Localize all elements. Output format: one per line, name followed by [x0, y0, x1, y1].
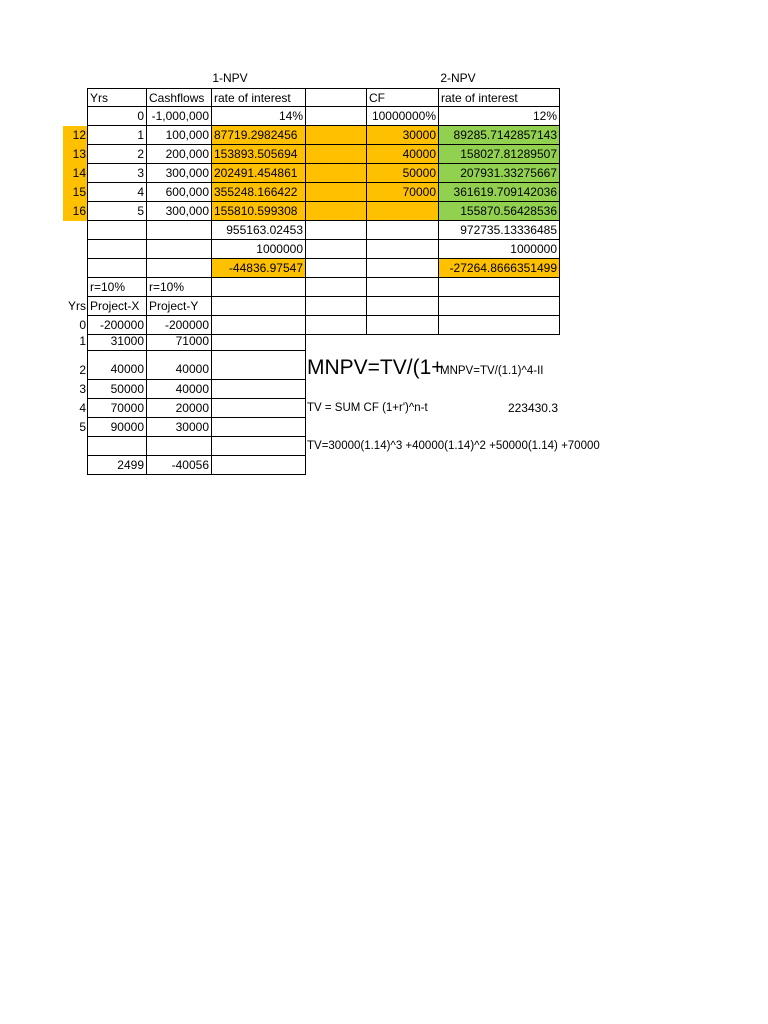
pv-cell[interactable]: 153893.505694 [211, 145, 306, 164]
blank-cell[interactable] [146, 437, 212, 456]
year-label[interactable]: 4 [79, 401, 86, 415]
project-y-cell[interactable]: 20000 [146, 399, 212, 418]
project-y-npv-cell[interactable]: -40056 [146, 456, 212, 475]
blank-cell[interactable] [146, 240, 212, 259]
blank-cell[interactable] [146, 259, 212, 278]
project-x-cell[interactable]: 50000 [87, 380, 147, 399]
project-x-npv-cell[interactable]: 2499 [87, 456, 147, 475]
blank-cell[interactable] [211, 437, 306, 456]
cashflow-cell[interactable]: 200,000 [146, 145, 212, 164]
project-y-cell[interactable]: 40000 [146, 380, 212, 399]
mnpv-formula-small[interactable]: MNPV=TV/(1.1)^4-II [440, 365, 544, 377]
investment-cell[interactable]: 1000000 [211, 240, 306, 259]
project-x-cell[interactable]: 31000 [87, 332, 147, 351]
year-cell[interactable]: 0 [87, 107, 147, 126]
highlighted-blank-cell[interactable] [305, 183, 367, 202]
year-cell[interactable]: 1 [87, 126, 147, 145]
blank-cell[interactable] [438, 316, 560, 335]
project-x-cell[interactable]: 40000 [87, 351, 147, 380]
blank-cell[interactable] [366, 259, 439, 278]
project-y-cell[interactable]: 40000 [146, 351, 212, 380]
blank-cell[interactable] [305, 259, 367, 278]
blank-cell[interactable] [211, 456, 306, 475]
blank-cell[interactable] [305, 107, 367, 126]
blank-cell[interactable] [211, 380, 306, 399]
npv2-result-cell[interactable]: -27264.8666351499 [438, 259, 560, 278]
cashflow-cell[interactable]: 300,000 [146, 202, 212, 221]
project-y-header[interactable]: Project-Y [146, 297, 212, 316]
blank-cell[interactable] [211, 399, 306, 418]
blank-cell[interactable] [211, 297, 306, 316]
blank-cell[interactable] [87, 259, 147, 278]
pv-cell[interactable]: 355248.166422 [211, 183, 306, 202]
year-label[interactable]: 0 [79, 318, 86, 332]
pv-sum-cell[interactable]: 955163.02453 [211, 221, 306, 240]
blank-cell[interactable] [211, 351, 306, 380]
year-label[interactable]: 2 [79, 363, 86, 377]
investment2-cell[interactable]: 1000000 [438, 240, 560, 259]
cf2-cell[interactable]: 50000 [366, 164, 439, 183]
blank-cell[interactable] [305, 297, 367, 316]
pv-cell[interactable]: 155810.599308 [211, 202, 306, 221]
blank-cell[interactable] [305, 240, 367, 259]
row-index-cell[interactable]: 14 [63, 164, 88, 183]
cashflow-cell[interactable]: 300,000 [146, 164, 212, 183]
initial-cashflow-cell[interactable]: -1,000,000 [146, 107, 212, 126]
project-y-rate-cell[interactable]: r=10% [146, 278, 212, 297]
year-cell[interactable]: 5 [87, 202, 147, 221]
project-x-cell[interactable]: 90000 [87, 418, 147, 437]
tv-sum-formula[interactable]: TV = SUM CF (1+r')^n-t [307, 402, 428, 414]
project-x-cell[interactable]: 70000 [87, 399, 147, 418]
blank-cell[interactable] [305, 316, 367, 335]
cashflow-cell[interactable]: 600,000 [146, 183, 212, 202]
blank-cell[interactable] [366, 240, 439, 259]
blank-cell[interactable] [87, 221, 147, 240]
year-label[interactable]: 3 [79, 382, 86, 396]
rate-cell[interactable]: 14% [211, 107, 306, 126]
year-cell[interactable]: 3 [87, 164, 147, 183]
row-index-cell[interactable]: 12 [63, 126, 88, 145]
highlighted-blank-cell[interactable] [305, 126, 367, 145]
blank-cell[interactable] [366, 316, 439, 335]
blank-cell[interactable] [87, 437, 147, 456]
project-x-cell[interactable]: -200000 [87, 316, 147, 335]
project-x-header[interactable]: Project-X [87, 297, 147, 316]
cf-header[interactable]: CF [366, 88, 439, 107]
highlighted-blank-cell[interactable] [305, 164, 367, 183]
pv2-cell[interactable]: 207931.33275667 [438, 164, 560, 183]
pv2-sum-cell[interactable]: 972735.13336485 [438, 221, 560, 240]
pv-cell[interactable]: 202491.454861 [211, 164, 306, 183]
cf2-rate-cell[interactable]: 10000000% [366, 107, 439, 126]
cashflows-header[interactable]: Cashflows [146, 88, 212, 107]
blank-cell[interactable] [211, 278, 306, 297]
cf2-cell[interactable]: 30000 [366, 126, 439, 145]
npv1-result-cell[interactable]: -44836.97547 [211, 259, 306, 278]
pv2-cell[interactable]: 89285.7142857143 [438, 126, 560, 145]
highlighted-blank-cell[interactable] [305, 145, 367, 164]
rate2-cell[interactable]: 12% [438, 107, 560, 126]
year-label[interactable]: 5 [79, 420, 86, 434]
year-label[interactable]: 1 [79, 334, 86, 348]
year-cell[interactable]: 4 [87, 183, 147, 202]
cf2-cell[interactable]: 40000 [366, 145, 439, 164]
tv-value-cell[interactable]: 223430.3 [507, 401, 558, 415]
pv-cell[interactable]: 87719.2982456 [211, 126, 306, 145]
project-y-cell[interactable]: -200000 [146, 316, 212, 335]
blank-cell[interactable] [438, 278, 560, 297]
blank-cell[interactable] [366, 278, 439, 297]
npv1-heading: 1-NPV [212, 71, 248, 85]
blank-cell[interactable] [146, 221, 212, 240]
blank-cell[interactable] [305, 221, 367, 240]
pv2-cell[interactable]: 361619.709142036 [438, 183, 560, 202]
pv2-cell[interactable]: 158027.81289507 [438, 145, 560, 164]
yrs-label[interactable]: Yrs [68, 299, 86, 313]
row-index-cell[interactable]: 13 [63, 145, 88, 164]
project-y-cell[interactable]: 30000 [146, 418, 212, 437]
year-cell[interactable]: 2 [87, 145, 147, 164]
pv2-cell[interactable]: 155870.56428536 [438, 202, 560, 221]
blank-cell[interactable] [366, 297, 439, 316]
blank-cell[interactable] [211, 418, 306, 437]
project-y-cell[interactable]: 71000 [146, 332, 212, 351]
row-index-cell[interactable]: 15 [63, 183, 88, 202]
cashflow-cell[interactable]: 100,000 [146, 126, 212, 145]
row-index-cell[interactable]: 16 [63, 202, 88, 221]
yrs-header[interactable]: Yrs [87, 88, 147, 107]
rate-of-interest-2-header[interactable]: rate of interest [438, 88, 560, 107]
blank-cell[interactable] [438, 297, 560, 316]
blank-cell[interactable] [366, 221, 439, 240]
project-x-rate-cell[interactable]: r=10% [87, 278, 147, 297]
blank-cell[interactable] [305, 88, 367, 107]
highlighted-blank-cell[interactable] [305, 202, 367, 221]
cf2-cell[interactable] [366, 202, 439, 221]
cf2-cell[interactable]: 70000 [366, 183, 439, 202]
mnpv-formula-large[interactable]: MNPV=TV/(1+ [307, 356, 444, 379]
blank-cell[interactable] [87, 240, 147, 259]
tv-expanded-formula[interactable]: TV=30000(1.14)^3 +40000(1.14)^2 +50000(1.14) +70000 [307, 440, 600, 452]
blank-cell[interactable] [305, 278, 367, 297]
rate-of-interest-header[interactable]: rate of interest [211, 88, 306, 107]
npv2-heading: 2-NPV [440, 71, 476, 85]
blank-cell[interactable] [211, 332, 306, 351]
